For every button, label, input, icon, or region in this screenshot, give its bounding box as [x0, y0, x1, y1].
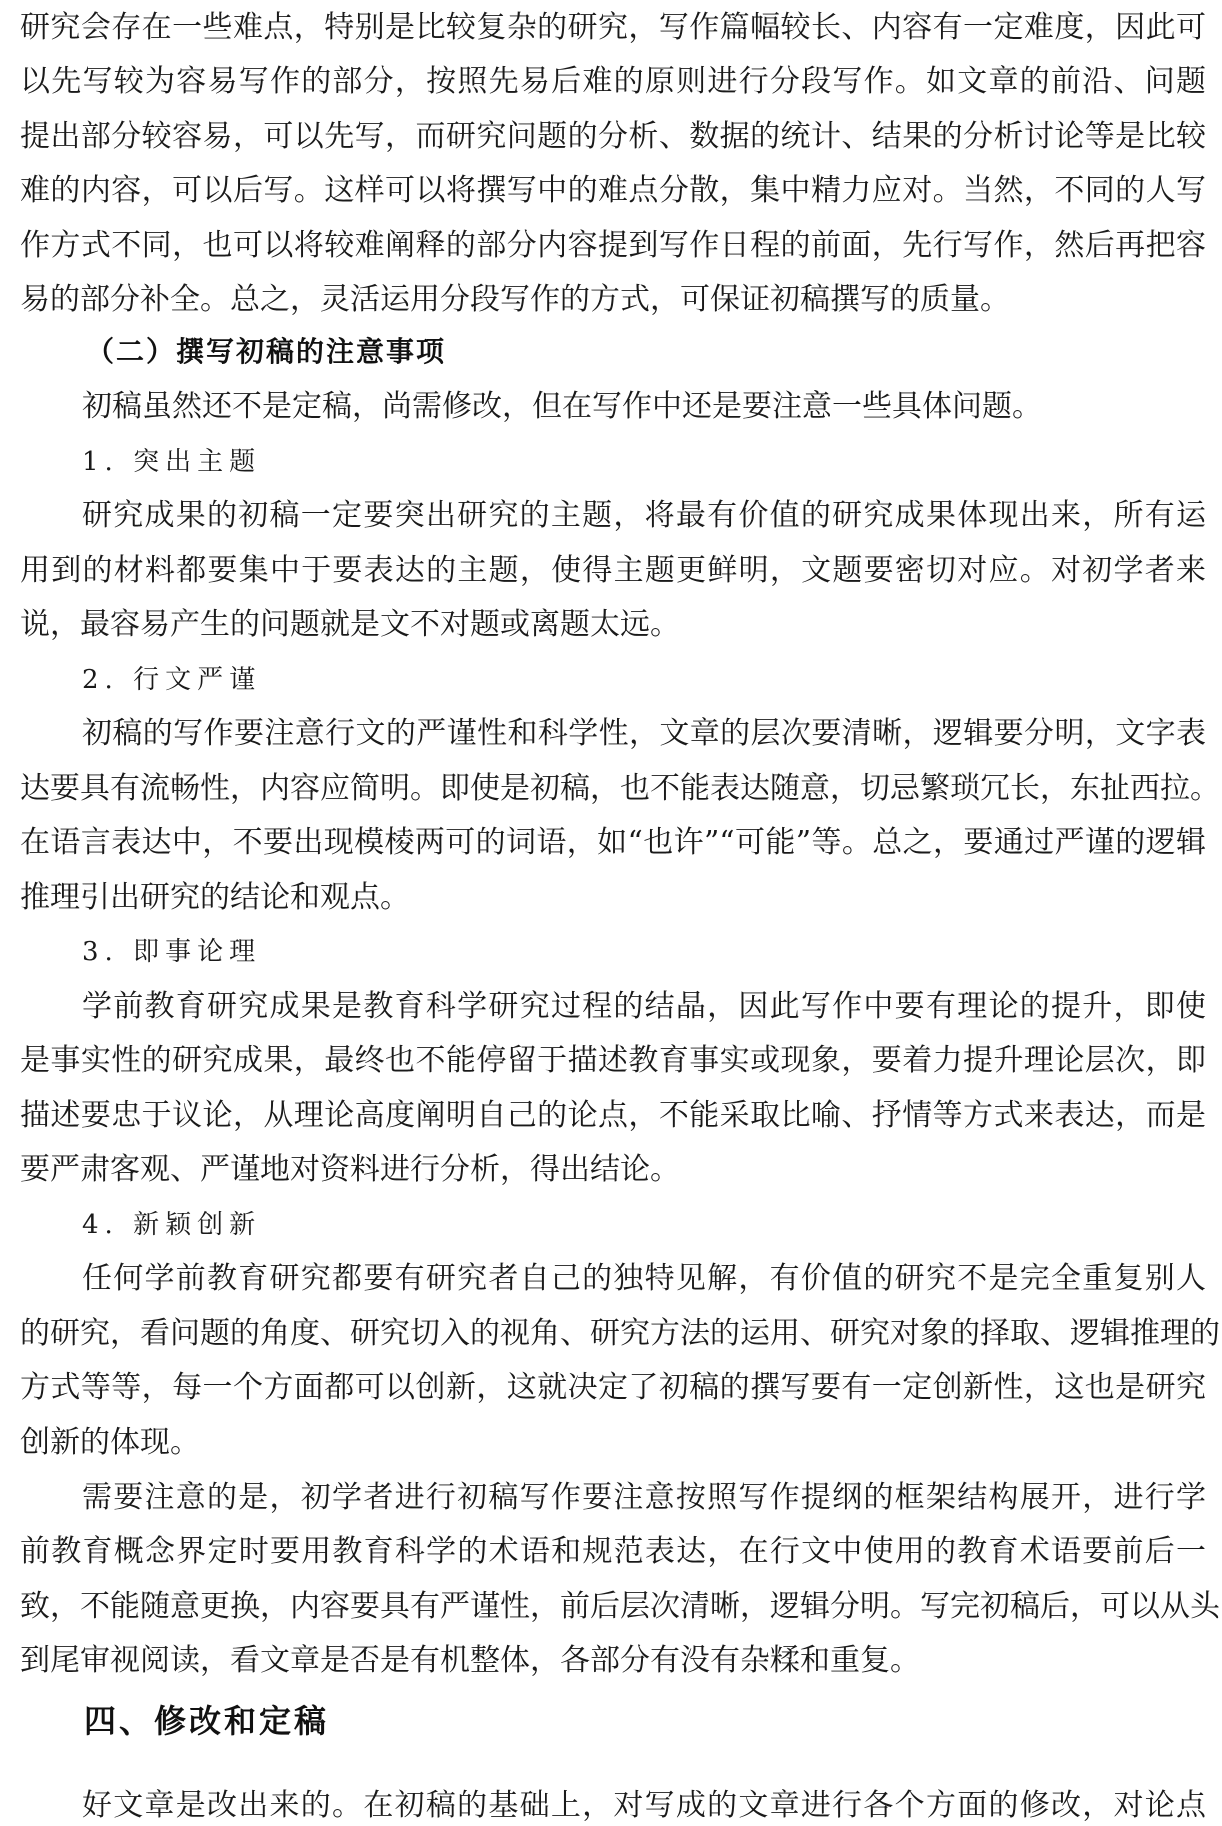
subsection-heading: （二）撰写初稿的注意事项	[86, 335, 447, 368]
paragraph-line: 任何学前教育研究都要有研究者自己的独特见解，有价值的研究不是完全重复别人	[82, 1261, 1206, 1296]
paragraph-line: 的研究，看问题的角度、研究切入的视角、研究方法的运用、研究对象的择取、逻辑推理的	[20, 1316, 1220, 1351]
paragraph-line: 方式等等，每一个方面都可以创新，这就决定了初稿的撰写要有一定创新性，这也是研究	[20, 1370, 1206, 1405]
subsection-intro: 初稿虽然还不是定稿，尚需修改，但在写作中还是要注意一些具体问题。	[82, 389, 1042, 424]
paragraph-line: 研究会存在一些难点，特别是比较复杂的研究，写作篇幅较长、内容有一定难度，因此可	[20, 10, 1206, 45]
point-heading: 2. 行文严谨	[82, 665, 262, 695]
paragraph-line: 致，不能随意更换，内容要具有严谨性，前后层次清晰，逻辑分明。写完初稿后，可以从头	[20, 1589, 1220, 1624]
paragraph-line: 到尾审视阅读，看文章是否是有机整体，各部分有没有杂糅和重复。	[20, 1643, 920, 1678]
paragraph-line: 学前教育研究成果是教育科学研究过程的结晶，因此写作中要有理论的提升，即使	[82, 989, 1206, 1024]
paragraph-line: 达要具有流畅性，内容应简明。即使是初稿，也不能表达随意，切忌繁琐冗长，东扯西拉。	[20, 771, 1220, 806]
paragraph-line: 在语言表达中，不要出现模棱两可的词语，如“也许”“可能”等。总之，要通过严谨的逻辑	[20, 825, 1206, 860]
paragraph-line: 创新的体现。	[20, 1425, 200, 1460]
paragraph-line: 研究成果的初稿一定要突出研究的主题，将最有价值的研究成果体现出来，所有运	[82, 498, 1206, 533]
paragraph-line: 是事实性的研究成果，最终也不能停留于描述教育事实或现象，要着力提升理论层次，即	[20, 1043, 1206, 1078]
point-heading: 1. 突出主题	[82, 447, 262, 477]
paragraph-line: 说，最容易产生的问题就是文不对题或离题太远。	[20, 607, 680, 642]
paragraph-line: 难的内容，可以后写。这样可以将撰写中的难点分散，集中精力应对。当然，不同的人写	[20, 173, 1206, 208]
paragraph-line: 推理引出研究的结论和观点。	[20, 880, 410, 915]
paragraph-line: 用到的材料都要集中于要表达的主题，使得主题更鲜明，文题要密切对应。对初学者来	[20, 553, 1206, 588]
point-heading: 4. 新颖创新	[82, 1210, 262, 1240]
paragraph-line: 描述要忠于议论，从理论高度阐明自己的论点，不能采取比喻、抒情等方式来表达，而是	[20, 1098, 1206, 1133]
section-heading: 四、修改和定稿	[84, 1702, 330, 1740]
paragraph-line: 易的部分补全。总之，灵活运用分段写作的方式，可保证初稿撰写的质量。	[20, 282, 1010, 317]
paragraph-line: 好文章是改出来的。在初稿的基础上，对写成的文章进行各个方面的修改，对论点	[82, 1788, 1206, 1823]
paragraph-line: 需要注意的是，初学者进行初稿写作要注意按照写作提纲的框架结构展开，进行学	[82, 1480, 1206, 1515]
paragraph-line: 初稿的写作要注意行文的严谨性和科学性，文章的层次要清晰，逻辑要分明，文字表	[82, 716, 1206, 751]
paragraph-line: 以先写较为容易写作的部分，按照先易后难的原则进行分段写作。如文章的前沿、问题	[20, 64, 1206, 99]
paragraph-line: 作方式不同，也可以将较难阐释的部分内容提到写作日程的前面，先行写作，然后再把容	[20, 228, 1206, 263]
paragraph-line: 要严肃客观、严谨地对资料进行分析，得出结论。	[20, 1152, 680, 1187]
point-heading: 3. 即事论理	[82, 937, 262, 967]
paragraph-line: 前教育概念界定时要用教育科学的术语和规范表达，在行文中使用的教育术语要前后一	[20, 1534, 1206, 1569]
paragraph-line: 提出部分较容易，可以先写，而研究问题的分析、数据的统计、结果的分析讨论等是比较	[20, 119, 1206, 154]
